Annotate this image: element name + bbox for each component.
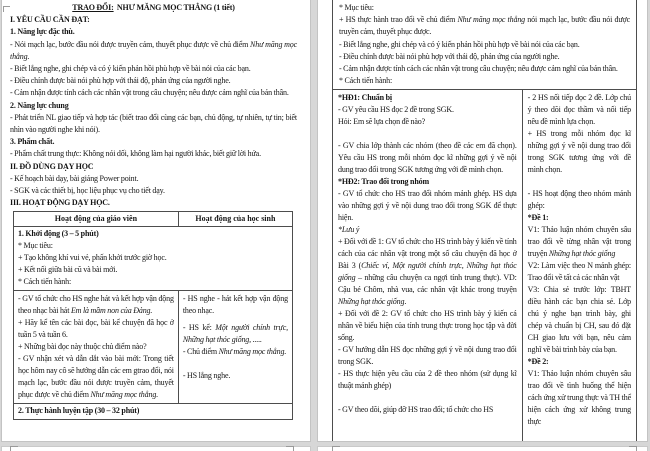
- paragraph: - HS hoạt động theo nhóm mảnh ghép:: [527, 189, 631, 211]
- paragraph: - HS thực hiện yêu cầu của 2 đề theo nhóm (sử dụng kĩ thuật mảnh ghép): [338, 369, 517, 391]
- paragraph: - SGK và các thiết bị, học liệu phục vụ cho tiết dạy.: [10, 186, 165, 196]
- next-page-top-right: [318, 447, 647, 451]
- teacher-activity-cell: [14, 291, 179, 403]
- paragraph: - Cảm nhận được tính cách các nhân vật trong câu chuyện; nêu được cảm nghĩ của bản thân.: [339, 64, 618, 74]
- paragraph: - GV chia lớp thành các nhóm (theo đề các em đã chọn). Yêu cầu HS trong mỗi nhóm đọc kĩ những gợi ý về nội dung trao đổi trong SGK tương ứng với đề mình chọn.: [338, 141, 517, 175]
- text-boundary-mark: [332, 446, 340, 451]
- paragraph: - GV theo dõi, giúp đỡ HS trao đổi; tổ chức cho HS: [338, 405, 494, 415]
- paragraph: - Biết lắng nghe, ghi chép và có ý kiến phản hồi phù hợp về bài nói của các bạn.: [339, 39, 580, 49]
- paragraph: - Nói mạch lạc, bước đầu nói được truyền cảm, thuyết phục được về chủ điểm Như măng mọc thẳng.: [10, 39, 297, 61]
- paragraph: - Cảm nhận được tính cách các nhân vật trong câu chuyện; nêu được cảm nghĩ của bản thân.: [10, 88, 289, 98]
- warmup-activity-row: [14, 290, 292, 403]
- paragraph: + HS thực hành trao đổi về chủ điểm Như măng mọc thẳng nói mạch lạc, bước đầu nói được truyền cảm, thuyết phục được.: [339, 15, 630, 37]
- paragraph: * Cách tiến hành:: [18, 277, 72, 287]
- paragraph: + Hãy kể tên các bài đọc, bài kể chuyện đã học ở tuần 5 và tuần 6.: [18, 318, 174, 340]
- paragraph: - GV yêu cầu HS đọc 2 đề trong SGK.: [338, 105, 454, 115]
- paragraph: [338, 392, 517, 404]
- objectives-merged-cell: [333, 0, 636, 90]
- next-page-top-left: [2, 447, 310, 451]
- paragraph: - Phẩm chất trung thực: Không nói dối, không làm hại người khác, biết giữ lời hứa.: [10, 149, 261, 159]
- paragraph: - GV tổ chức cho HS nghe hát và kết hợp vận động theo nhạc bài hát Em là mầm non của Đảng.: [18, 294, 174, 316]
- paragraph: Hỏi: Em sẽ lựa chọn đề nào?: [338, 117, 426, 127]
- paragraph: - Điều chỉnh được bài nói phù hợp với thái độ, phản ứng của người nghe.: [10, 76, 231, 86]
- section-heading: I. YÊU CẦU CẦN ĐẠT:: [10, 15, 90, 25]
- paragraph: - HS lắng nghe.: [182, 371, 231, 381]
- paragraph: V2: Làm việc theo N mảnh ghép: Trao đổi về tất cả các nhân vật: [527, 261, 631, 283]
- paragraph: - GV tổ chức cho HS trao đổi nhóm mảnh ghép. HS dựa vào những gợi ý về nội dung trao đổi trong SGK để thực hiện.: [338, 189, 517, 223]
- paragraph: [338, 128, 517, 140]
- paragraph: + Đối với đề 2: GV tổ chức cho HS trình bày ý kiến cá nhân về biểu hiện của tính trung thực trong học tập và đời sống.: [338, 309, 517, 343]
- paragraph: - Biết lắng nghe, ghi chép và có ý kiến phản hồi phù hợp về bài nói của các bạn.: [10, 64, 251, 74]
- document-title: TRAO ĐỔI: NHƯ MĂNG MỌC THẲNG (1 tiết): [72, 3, 235, 12]
- activity-heading: *Đề 1:: [527, 213, 549, 223]
- paragraph: - Điều chỉnh được bài nói phù hợp với thái độ, phản ứng của người nghe.: [339, 51, 560, 61]
- paragraph: - GV nhận xét và dẫn dắt vào bài mới: Trong tiết học hôm nay cô sẽ hướng dẫn các em gtrao đổi, nói mạch lạc, bước đầu nói được truyền cảm, thuyết phục được về chủ điểm Như măng mọc thẳng.: [18, 354, 174, 400]
- paragraph: - HS kể: Một người chính trực, Những hạt thóc giống, .....: [182, 323, 288, 345]
- activity-heading: *Đề 2:: [527, 357, 549, 367]
- paragraph: + Đối với đề 1: GV tổ chức cho HS trình bày ý kiến về tính cách của các nhân vật trong một số câu chuyện đã học ở Bài 3 (Chiếc ví, Một người chính trực, Những hạt thóc giống – những câu chuyện ca ngợi tính trung thực). VD: Cậu bé Chôm, nhà vua, các nhân vật khác trong truyện Những hạt thóc giống.: [338, 237, 517, 307]
- paragraph: V3: Chia sẻ trước lớp: TBHT điều hành các bạn chia sẻ. Lớp chú ý nghe bạn trình bày, ghi chép và chuẩn bị CH, sau đó đặt CH giao lưu với bạn, nêu cảm nghĩ về bài trình bày của bạn.: [527, 285, 631, 355]
- paragraph: * Mục tiêu:: [339, 3, 374, 12]
- table-header-row: [14, 212, 292, 227]
- student-activity-cell: [179, 291, 292, 403]
- paragraph: + Tạo không khí vui vẻ, phấn khởi trước giờ học.: [18, 253, 167, 263]
- student-activity-cell: [523, 90, 636, 441]
- paragraph: - Phát triển NL giao tiếp và hợp tác (biết trao đổi cùng các bạn, chủ động, tự nhiên, tự tin; biết nhìn vào người nghe khi nói).: [10, 112, 297, 135]
- practice-activity-row: [333, 90, 636, 441]
- paragraph: + Những bài đọc này thuộc chủ điểm nào?: [18, 342, 147, 352]
- paragraph: V1: Thảo luận nhóm chuyên sâu trao đổi về tình huống thể hiện cách ứng xử trung thực và TH thể hiện cách ứng xử không trung thực: [527, 369, 631, 427]
- text-boundary-mark: [3, 6, 10, 12]
- paragraph: - 2 HS nối tiếp đọc 2 đề. Lớp chú ý theo dõi đọc thầm và nối tiếp nêu đề mình lựa chọn.: [527, 93, 631, 127]
- paragraph: - GV hướng dẫn HS đọc những gợi ý về nội dung trao đổi trong SGK.: [338, 345, 517, 367]
- page-2[interactable]: [318, 0, 647, 441]
- paragraph: * Mục tiêu:: [18, 241, 53, 251]
- page-1[interactable]: [2, 0, 310, 441]
- activity-heading: *HĐ2: Trao đổi trong nhóm: [338, 177, 430, 187]
- section-heading: 2. Năng lực chung: [10, 100, 69, 110]
- paragraph: - HS nghe - hát kết hợp vận động theo nhạc.: [182, 294, 288, 316]
- activity-table-page2: [332, 0, 637, 441]
- section-heading: 1. Năng lực đặc thù.: [10, 27, 75, 37]
- warmup-band: [14, 227, 292, 290]
- paragraph: * Cách tiến hành:: [339, 76, 393, 86]
- text-boundary-mark: [629, 446, 637, 451]
- activity-heading: *HĐ1: Chuẩn bị: [338, 93, 392, 103]
- paragraph: + Kết nối giữa bài cũ và bài mới.: [18, 265, 118, 275]
- activity-heading: 1. Khởi động (3 – 5 phút): [18, 229, 99, 239]
- gv-column-header: Hoạt động của giáo viên: [14, 212, 179, 226]
- hs-column-header: Hoạt động của học sinh: [195, 214, 276, 224]
- paragraph: *Lưu ý: [338, 225, 360, 235]
- text-boundary-mark: [286, 446, 294, 451]
- section-heading: 3. Phẩm chất.: [10, 137, 55, 147]
- teacher-activity-cell: [333, 90, 523, 441]
- paragraph: + HS trong mỗi nhóm đọc kĩ những gợi ý về nội dung trao đổi trong SGK tương ứng với đề mình chọn.: [527, 129, 631, 175]
- section-heading: II. ĐỒ DÙNG DẠY HỌC: [10, 161, 94, 171]
- practice-band: [14, 403, 292, 419]
- activity-heading: 2. Thực hành luyện tập (30 – 32 phút): [18, 406, 140, 416]
- paragraph: [528, 176, 631, 188]
- paragraph: - Chủ điểm Như măng mọc thẳng.: [182, 347, 287, 357]
- section-heading: III. HOẠT ĐỘNG DẠY HỌC.: [10, 198, 110, 208]
- paragraph: V1: Thảo luận nhóm chuyên sâu trao đổi về từng nhân vật trong truyện Những hạt thóc giống: [527, 225, 631, 259]
- text-boundary-mark: [10, 446, 18, 451]
- activity-table-page1: [13, 211, 293, 420]
- paragraph: - Kế hoạch bài dạy, bài giảng Power point.: [10, 173, 139, 183]
- page1-intro-text: [10, 2, 297, 209]
